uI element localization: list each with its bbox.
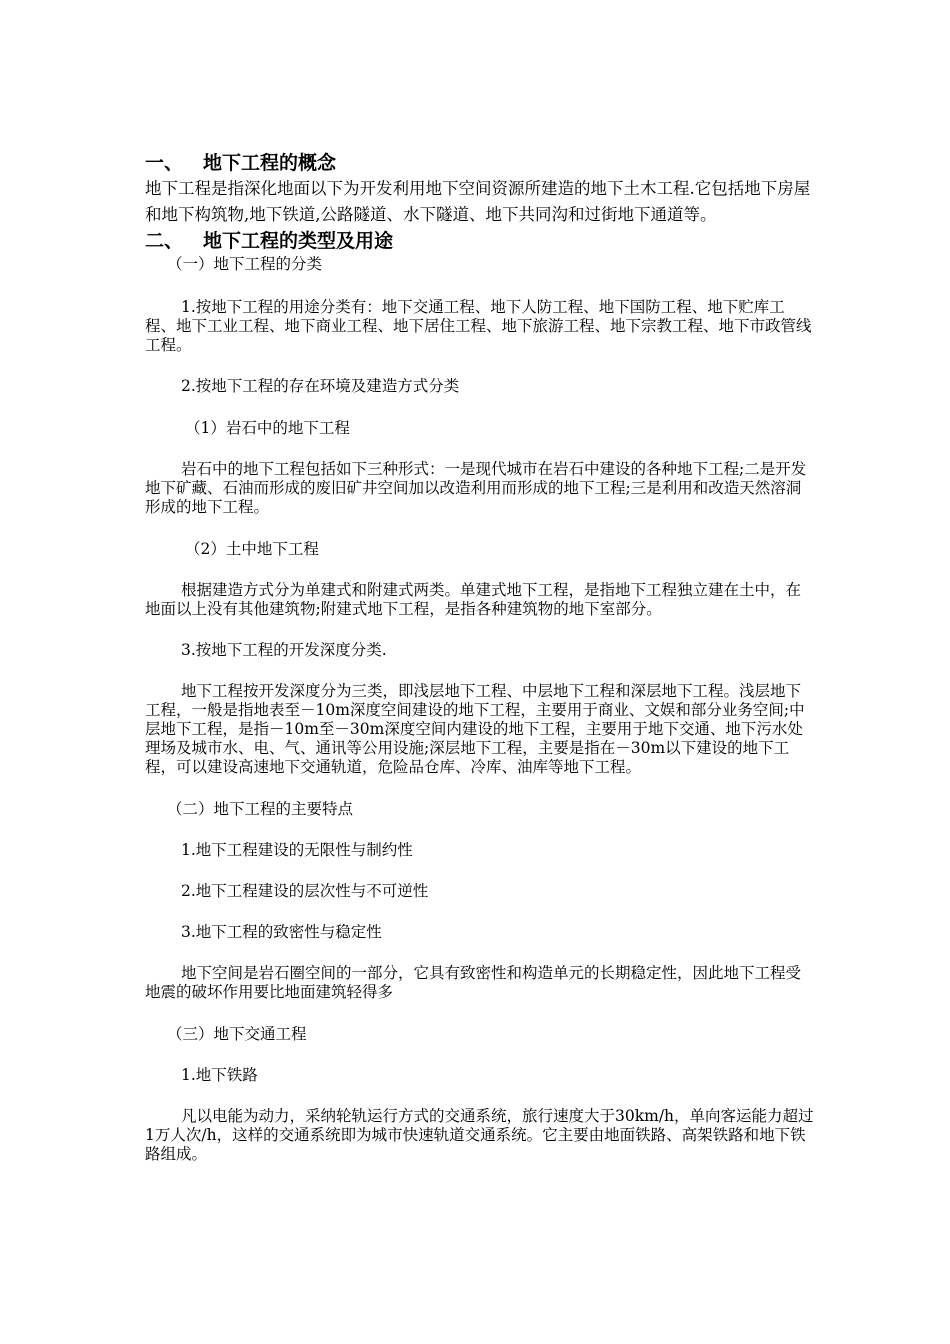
- subsection-classification: （一）地下工程的分类: [167, 255, 323, 273]
- section-2-heading: [145, 228, 815, 254]
- paragraph-features: 地下空间是岩石圈空间的一部分，它具有致密性和构造单元的长期稳定性，因此地下工程受地震的破坏作用要比地面建筑轻得多: [145, 964, 802, 1001]
- feature-3: 3.地下工程的致密性与稳定性: [181, 923, 382, 941]
- feature-2: 2.地下工程建设的层次性与不可逆性: [181, 882, 429, 900]
- section-1-body: 地下工程是指深化地面以下为开发利用地下空间资源所建造的地下土木工程.它包括地下房屋和地下构筑物,地下铁道,公路隧道、水下隧道、地下共同沟和过街地下通道等。: [145, 179, 811, 224]
- feature-1: 1.地下工程建设的无限性与制约性: [181, 841, 413, 859]
- item-soil-underground: （2）土中地下工程: [185, 540, 319, 558]
- paragraph-use-classification: 1.按地下工程的用途分类有：地下交通工程、地下人防工程、地下国防工程、地下贮库工程、地下工业工程、地下商业工程、地下居住工程、地下旅游工程、地下宗教工程、地下市政管线工程。: [145, 298, 812, 354]
- section-2-number: 二、: [145, 230, 184, 252]
- paragraph-rock-underground: 岩石中的地下工程包括如下三种形式：一是现代城市在岩石中建设的各种地下工程;二是开发地下矿藏、石油而形成的废旧矿井空间加以改造利用而形成的地下工程;三是利用和改造天然溶洞形成的地下工程。: [145, 460, 807, 516]
- item-metro: 1.地下铁路: [181, 1066, 258, 1084]
- section-2-title: 地下工程的类型及用途: [203, 230, 394, 252]
- section-1-title: 地下工程的概念: [203, 152, 337, 174]
- section-1-heading: [145, 150, 815, 176]
- item-rock-underground: （1）岩石中的地下工程: [185, 419, 350, 437]
- paragraph-depth-classification: 3.按地下工程的开发深度分类.: [181, 641, 387, 659]
- subsection-main-features: （二）地下工程的主要特点: [167, 800, 354, 818]
- section-1-number: 一、: [145, 152, 184, 174]
- paragraph-environment-classification: 2.按地下工程的存在环境及建造方式分类: [181, 377, 460, 395]
- paragraph-soil-underground: 根据建造方式分为单建式和附建式两类。单建式地下工程，是指地下工程独立建在土中，在地面以上没有其他建筑物;附建式地下工程，是指各种建筑物的地下室部分。: [145, 581, 802, 618]
- document-page: [145, 150, 815, 1164]
- paragraph-metro: 凡以电能为动力，采纳轮轨运行方式的交通系统，旅行速度大于30km/h，单向客运能力超过1万人次/h，这样的交通系统即为城市快速轨道交通系统。它主要由地面铁路、高架铁路和地下铁路组成。: [145, 1107, 814, 1163]
- paragraph-depth-details: 地下工程按开发深度分为三类，即浅层地下工程、中层地下工程和深层地下工程。浅层地下工程，一般是指地表至－10m深度空间建设的地下工程，主要用于商业、文娱和部分业务空间;中层地下工程，是指－10m至－30m深度空间内建设的地下工程，主要用于地下交通、地下污水处理场及城市水、电、气、通讯等公用设施;深层地下工程，主要是指在－30m以下建设的地下工程，可以建设高速地下交通轨道，危险品仓库、冷库、油库等地下工程。: [145, 682, 805, 776]
- subsection-traffic: （三）地下交通工程: [167, 1025, 307, 1043]
